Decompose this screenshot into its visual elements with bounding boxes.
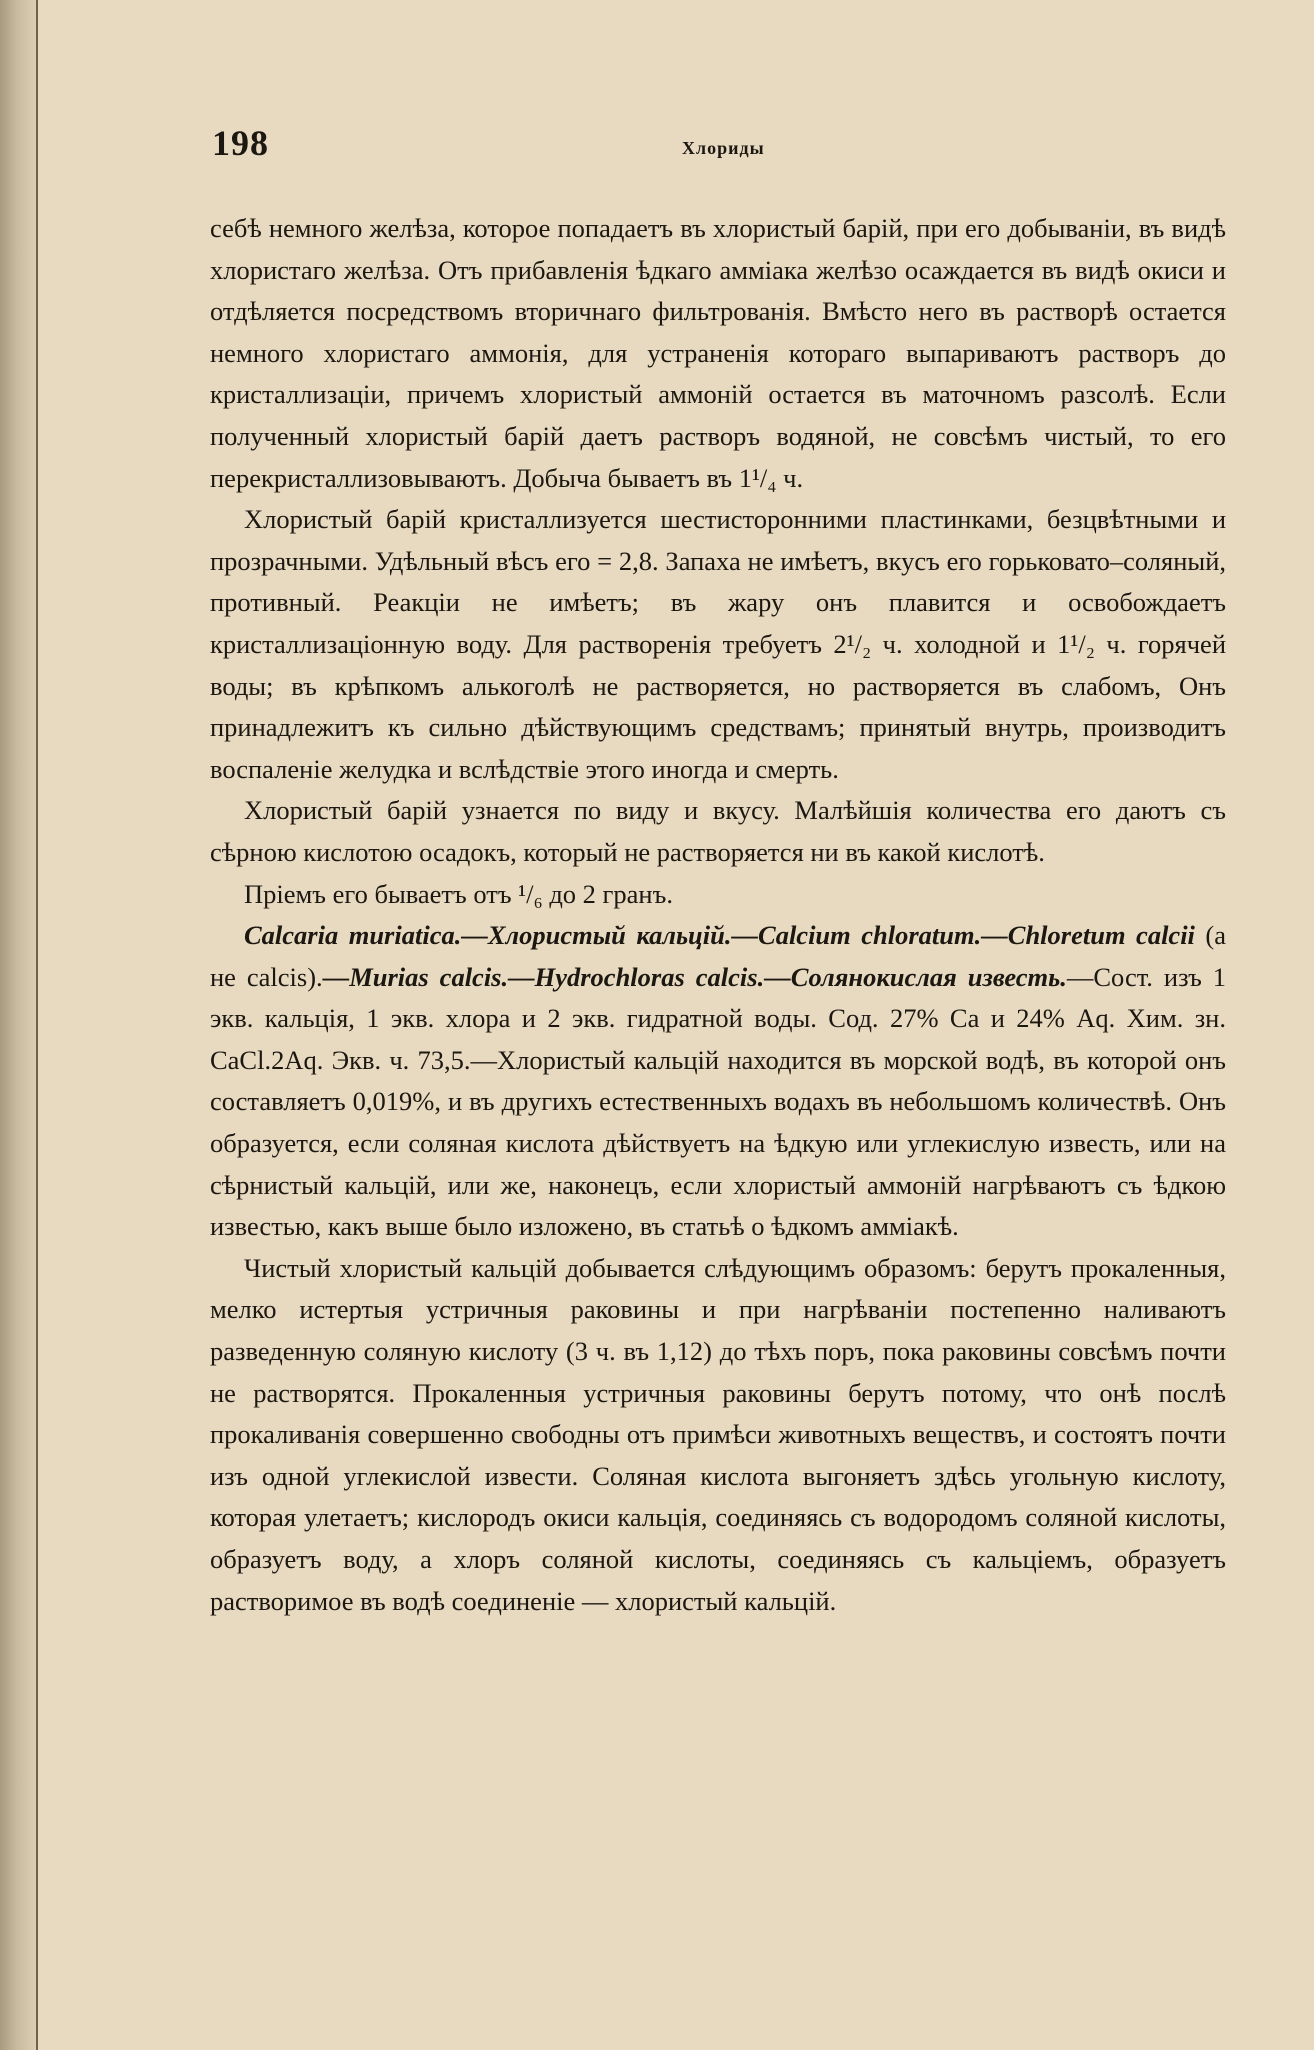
paragraph: [210, 874, 1226, 916]
page-number: 198: [212, 123, 269, 163]
body-text: [210, 208, 1226, 1622]
paragraph: [210, 790, 1226, 873]
italic-synonyms-run: Calcaria muriatica.—Хлористый кальцій.—Calcium chloratum.—Chloretum calcii: [244, 920, 1195, 951]
paragraph: [210, 1248, 1226, 1622]
text-run: Хлористый барій узнается по виду и вкусу. Малѣйшія количества его даютъ съ сѣрною кислотою осадокъ, который не растворяется ни въ какой кислотѣ.: [210, 795, 1226, 867]
text-run: себѣ немного желѣза, которое попадаетъ въ хлористый барій, при его добываніи, въ видѣ хлористаго желѣза. Отъ прибавленія ѣдкаго амміака желѣзо осаждается въ видѣ окиси и отдѣляется посредствомъ вторичнаго фильтрованія. Вмѣсто него въ растворѣ остается немного хлористаго аммонія, для устраненія котораго выпариваютъ растворъ до кристаллизаціи, причемъ хлористый аммоній остается въ маточномъ разсолѣ. Если полученный хлористый барій даетъ растворъ водяной, не совсѣмъ чистый, то его перекристаллизовываютъ. Добыча бываетъ въ 1¹/₄ ч.: [210, 213, 1226, 493]
text-run: (а не calcis).: [210, 920, 1226, 992]
text-run: —Сост. изъ 1 экв. кальція, 1 экв. хлора и 2 экв. гидратной воды. Сод. 27% Ca и 24% Aq. Хим. зн. CaCl.2Aq. Экв. ч. 73,5.—Хлористый кальцій находится въ морской водѣ, въ которой онъ составляетъ 0,019%, и въ другихъ естественныхъ водахъ въ небольшомъ количествѣ. Онъ образуется, если соляная кислота дѣйствуетъ на ѣдкую или углекислую известь, или на сѣрнистый кальцій, или же, наконецъ, если хлористый аммоній нагрѣваютъ съ ѣдкою известью, какъ выше было изложено, въ статьѣ о ѣдкомъ амміакѣ.: [210, 961, 1227, 1242]
text-run: Пріемъ его бываетъ отъ ¹/₆ до 2 гранъ.: [244, 878, 673, 909]
text-run: Чистый хлористый кальцій добывается слѣдующимъ образомъ: берутъ прокаленныя, мелко истертыя устричныя раковины и при нагрѣваніи постепенно наливаютъ разведенную соляную кислоту (3 ч. въ 1,12) до тѣхъ поръ, пока раковины совсѣмъ почти не растворятся. Прокаленныя устричныя раковины берутъ потому, что онѣ послѣ прокаливанія совершенно свободны отъ примѣси животныхъ веществъ, и состоятъ почти изъ одной углекислой извести. Соляная кислота выгоняетъ здѣсь угольную кислоту, которая улетаетъ; кислородъ окиси кальція, соединяясь съ водородомъ соляной кислоты, образуетъ воду, а хлоръ соляной кислоты, соединяясь съ кальціемъ, образуетъ растворимое въ водѣ соединеніе — хлористый кальцій.: [210, 1252, 1226, 1616]
running-head: Хлориды: [682, 138, 765, 158]
text-run: Хлористый барій кристаллизуется шестисторонними пластинками, безцвѣтными и прозрачными. Удѣльный вѣсъ его = 2,8. Запаха не имѣетъ, вкусъ его горьковато–соляный, противный. Реакціи не имѣетъ; въ жару онъ плавится и освобождаетъ кристаллизаціонную воду. Для растворенія требуетъ 2¹/₂ ч. холодной и 1¹/₂ ч. горячей воды; въ крѣпкомъ алькоголѣ не растворяется, но растворяется въ слабомъ, Онъ принадлежитъ къ сильно дѣйствующимъ средствамъ; принятый внутрь, производитъ воспаленіе желудка и вслѣдствіе этого иногда и смерть.: [210, 504, 1226, 784]
page-edge-shadow: [0, 0, 38, 2050]
paragraph: [210, 208, 1226, 499]
italic-synonyms-run: —Murias calcis.—Hydrochloras calcis.—Солянокислая известь.: [322, 961, 1067, 992]
page-header: [212, 122, 1224, 170]
paragraph: [210, 499, 1226, 790]
page-edge-rule: [36, 0, 38, 2050]
paragraph-calcaria-muriatica: [210, 915, 1226, 1248]
